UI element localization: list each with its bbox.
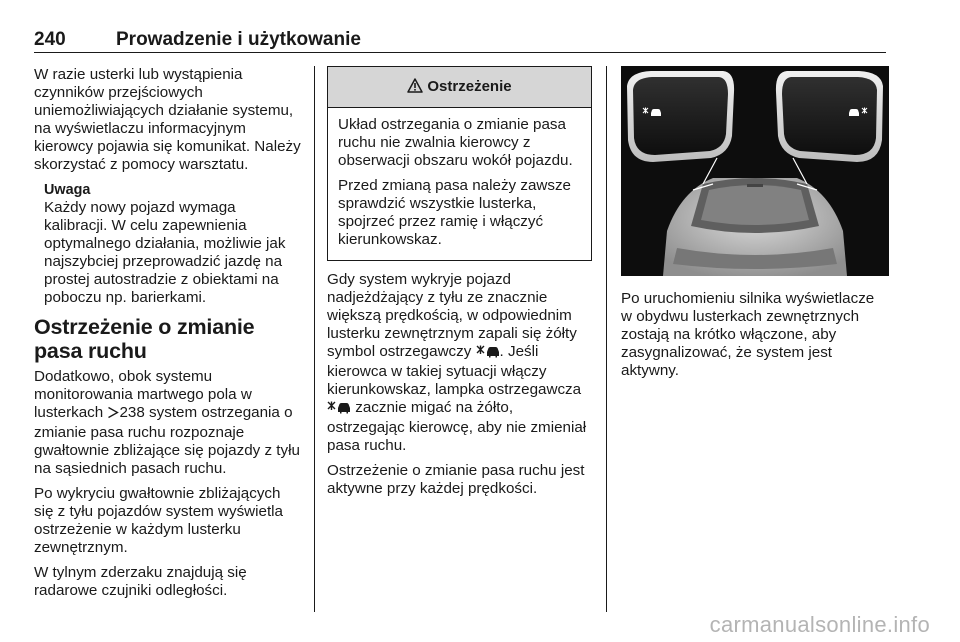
lane-change-warning-icon [327, 401, 351, 419]
warning-paragraph-2: Przed zmianą pasa należy zawsze sprawdzić wszystkie lusterka, spojrzeć przez ramię i włączyć kierunkowskaz. [338, 177, 571, 248]
page-header [34, 30, 886, 53]
p2-text-b: . Jeśli kierowca w takiej sytuacji włączy kierunkowskaz, lampka ostrzegawcza [327, 343, 582, 398]
page-reference-arrow-icon [107, 406, 119, 424]
mirror-illustration [621, 66, 889, 276]
warning-header [328, 67, 591, 108]
column-divider-right [606, 66, 607, 612]
warning-box [327, 66, 592, 261]
page-number: 240 [34, 29, 66, 50]
column-3 [621, 66, 889, 387]
p1-text-a: Dodatkowo, obok systemu monitorowania martwego pola w lusterkach [34, 368, 252, 421]
p2-text-a: Gdy system wykryje pojazd nadjeżdżający z tyłu ze znacznie większą prędkością, w odpowiednim lusterku zewnętrznym zapali się żółty symbol ostrzegawczy [327, 271, 577, 360]
intro-paragraph: W razie usterki lub wystąpienia czynników przejściowych uniemożliwiających działanie systemu, na wyświetlaczu informacyjnym kierowcy pojawia się komunikat. Należy skorzystać z pomocy warsztatu. [34, 66, 301, 173]
paragraph-intro-lcw [34, 368, 302, 478]
column-divider-left [314, 66, 315, 612]
warning-paragraph-1: Układ ostrzegania o zmianie pasa ruchu nie zwalnia kierowcy z obserwacji obszaru wokół pojazdu. [338, 116, 573, 169]
paragraph-startup: Po uruchomieniu silnika wyświetlacze w obydwu lusterkach zewnętrznych zostają na krótko włączone, aby zasygnalizować, że system jest aktywny. [621, 290, 875, 379]
chapter-title: Prowadzenie i użytkowanie [116, 29, 361, 50]
car-rear-view [663, 178, 847, 276]
note-text: Każdy nowy pojazd wymaga kalibracji. W celu zapewnienia optymalnego działania, możliwie jak najszybciej przeprowadzić jazdę na prostej autostradzie z obiektami na poboczu np. barierkami. [44, 199, 286, 306]
p2-text-c: zacznie migać na żółto, ostrzegając kierowcę, aby nie zmieniał pasa ruchu. [327, 399, 587, 454]
note-title: Uwaga [44, 182, 91, 198]
lane-change-warning-icon [476, 345, 500, 363]
paragraph-active-speed: Ostrzeżenie o zmianie pasa ruchu jest aktywne przy każdej prędkości. [327, 462, 585, 497]
section-heading: Ostrzeżenie o zmianie pasa ruchu [34, 315, 255, 363]
warning-body [328, 108, 591, 260]
paragraph-detection: Po wykryciu gwałtownie zbliżających się z tyłu pojazdów system wyświetla ostrzeżenie w każdym lusterku zewnętrznym. [34, 485, 283, 556]
warning-title: Ostrzeżenie [427, 78, 512, 95]
paragraph-symbol [327, 271, 592, 455]
column-2 [327, 66, 592, 505]
column-1 [34, 66, 302, 607]
paragraph-sensors: W tylnym zderzaku znajdują się radarowe czujniki odległości. [34, 564, 247, 599]
warning-triangle-icon [407, 69, 423, 109]
p1-text-b: system ostrzegania o zmianie pasa ruchu rozpoznaje gwałtownie zbliżające się pojazdy z tyłu na sąsiednich pasach ruchu. [34, 404, 300, 477]
page-reference-link[interactable]: 238 [119, 404, 145, 421]
watermark: carmanualsonline.info [709, 612, 930, 637]
note-block [44, 181, 302, 307]
